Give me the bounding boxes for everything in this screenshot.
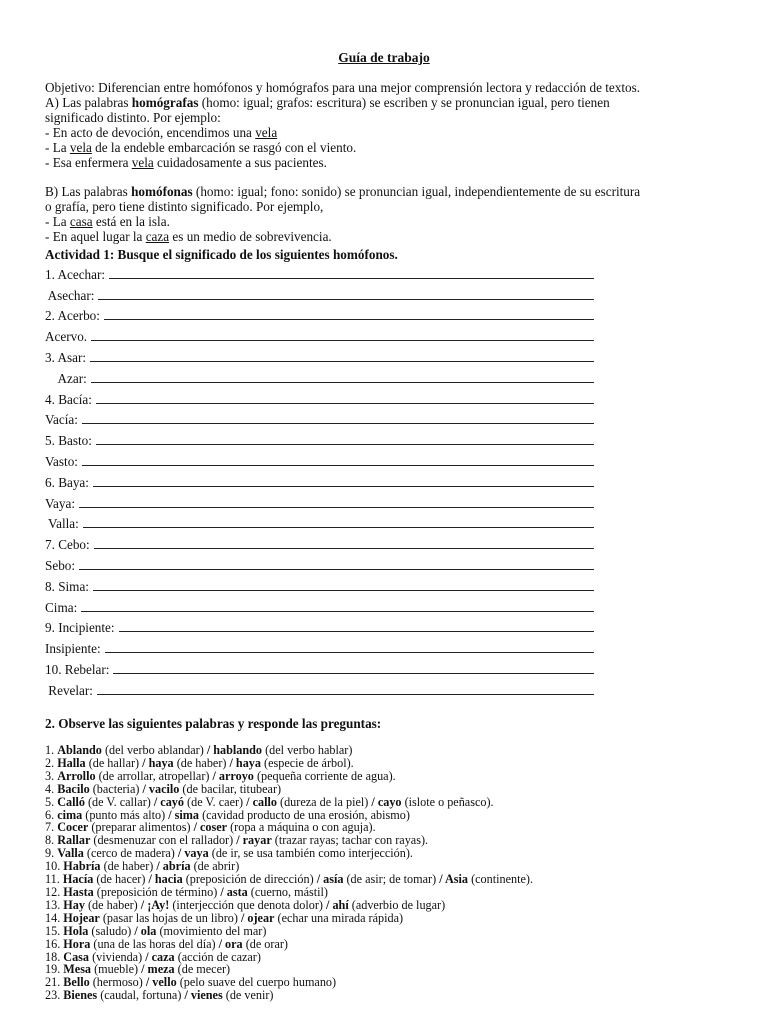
answer-blank-line[interactable]: [82, 464, 594, 466]
list-item: 3. Arrollo (de arrollar, atropellar) / arroyo (pequeña corriente de agua).: [45, 768, 396, 783]
homographs-definition-line2: significado distinto. Por ejemplo:: [45, 110, 221, 125]
answer-blank-line[interactable]: [97, 693, 594, 695]
answer-row: [45, 408, 605, 429]
list-item: 16. Hora (una de las horas del día) / ora (de orar): [45, 936, 288, 951]
example-5: - En aquel lugar la caza es un medio de sobrevivencia.: [45, 229, 332, 244]
word-pairs-list: [45, 744, 765, 1002]
answer-row: [45, 636, 605, 657]
answer-row-label: Azar:: [45, 370, 87, 386]
list-item: 9. Valla (cerco de madera) / vaya (de ir, se usa también como interjección).: [45, 846, 413, 861]
list-item: 15. Hola (saludo) / ola (movimiento del mar): [45, 923, 267, 938]
example-4: - La casa está en la isla.: [45, 214, 170, 229]
objective-text: Objetivo: Diferencian entre homófonos y homógrafos para una mejor comprensión lectora y redacción de textos.: [45, 80, 641, 95]
homophones-definition-line2: o grafía, pero tiene distinto significado. Por ejemplo,: [45, 199, 324, 214]
answer-blank-line[interactable]: [81, 610, 594, 612]
answer-row-label: 9. Incipiente:: [45, 620, 115, 636]
answer-blank-line[interactable]: [82, 422, 594, 424]
list-item: 14. Hojear (pasar las hojas de un libro) / ojear (echar una mirada rápida): [45, 910, 404, 925]
answer-blank-line[interactable]: [98, 298, 594, 300]
answer-row-label: 2. Acerbo:: [45, 308, 100, 324]
answer-row: [45, 387, 605, 408]
list-item: 8. Rallar (desmenuzar con el rallador) / rayar (trazar rayas; tachar con rayas).: [45, 833, 429, 848]
activity1-heading: Actividad 1: Busque el significado de los siguientes homófonos.: [45, 247, 398, 262]
answer-row-label: 5. Basto:: [45, 433, 92, 449]
example-3: - Esa enfermera vela cuidadosamente a sus pacientes.: [45, 155, 327, 170]
list-item: 4. Bacilo (bacteria) / vacilo (de bacilar, titubear): [45, 781, 282, 796]
answer-row-label: 3. Asar:: [45, 349, 87, 365]
answer-row-label: Vaya:: [45, 495, 76, 511]
example-1: - En acto de devoción, encendimos una vela: [45, 125, 278, 140]
answer-row-label: 8. Sima:: [45, 578, 89, 594]
answer-row: [45, 428, 605, 449]
answer-blank-line[interactable]: [113, 672, 594, 674]
answer-row: [45, 616, 605, 637]
answer-blank-line[interactable]: [105, 651, 594, 653]
list-item: 12. Hasta (preposición de término) / asta (cuerno, mástil): [45, 884, 328, 899]
answer-row-label: Insipiente:: [45, 641, 101, 657]
list-item: 13. Hay (de haber) / ¡Ay! (interjección que denota dolor) / ahí (adverbio de lugar): [45, 897, 446, 912]
answer-row: [45, 512, 605, 533]
example-2: - La vela de la endeble embarcación se rasgó con el viento.: [45, 140, 357, 155]
answer-blank-line[interactable]: [90, 360, 594, 362]
answer-row: [45, 262, 605, 283]
list-item: 23. Bienes (caudal, fortuna) / vienes (de venir): [45, 988, 274, 1003]
activity2-heading: 2. Observe las siguientes palabras y responde las preguntas:: [45, 716, 382, 731]
answer-row: [45, 324, 605, 345]
list-item: 19. Mesa (mueble) / meza (de mecer): [45, 962, 231, 977]
answer-row-label: Valla:: [45, 516, 79, 532]
answer-row-label: 10. Rebelar:: [45, 661, 110, 677]
list-item: 5. Calló (de V. callar) / cayó (de V. caer) / callo (dureza de la piel) / cayo (islote o peñasco).: [45, 794, 494, 809]
answer-blank-line[interactable]: [93, 589, 594, 591]
intro-section: [45, 80, 745, 244]
list-item: 21. Bello (hermoso) / vello (pelo suave del cuerpo humano): [45, 975, 337, 990]
answer-row-label: 6. Baya:: [45, 474, 89, 490]
answer-blank-line[interactable]: [93, 485, 594, 487]
answer-row: [45, 491, 605, 512]
list-item: 6. cima (punto más alto) / sima (cavidad producto de una erosión, abismo): [45, 807, 410, 822]
answer-blank-line[interactable]: [96, 443, 594, 445]
answer-row-label: Acervo.: [45, 329, 88, 345]
answer-blank-line[interactable]: [79, 568, 594, 570]
answer-row-label: 4. Bacía:: [45, 391, 92, 407]
answer-row: [45, 532, 605, 553]
answer-row: [45, 283, 605, 304]
answer-blank-line[interactable]: [91, 381, 594, 383]
answer-row: [45, 574, 605, 595]
answer-row: [45, 345, 605, 366]
answer-row: [45, 657, 605, 678]
answer-blank-line[interactable]: [79, 506, 594, 508]
answer-row: [45, 449, 605, 470]
activity1-answer-list: [45, 262, 605, 699]
list-item: 1. Ablando (del verbo ablandar) / hablando (del verbo hablar): [45, 743, 353, 757]
answer-row: [45, 553, 605, 574]
list-item: 18. Casa (vivienda) / caza (acción de cazar): [45, 949, 261, 964]
answer-row-label: Vasto:: [45, 453, 78, 469]
answer-row-label: 7. Cebo:: [45, 537, 90, 553]
list-item: 10. Habría (de haber) / abría (de abrir): [45, 859, 240, 874]
answer-blank-line[interactable]: [104, 318, 594, 320]
answer-row-label: Cima:: [45, 599, 78, 615]
answer-row: [45, 366, 605, 387]
answer-blank-line[interactable]: [96, 402, 594, 404]
answer-row-label: 1. Acechar:: [45, 266, 106, 282]
answer-row-label: Revelar:: [45, 682, 93, 698]
answer-blank-line[interactable]: [109, 277, 594, 279]
list-item: 11. Hacía (de hacer) / hacia (preposición de dirección) / asía (de asir; de tomar) / Asia (continente).: [45, 872, 533, 887]
homophones-definition: B) Las palabras homófonas (homo: igual; fono: sonido) se pronuncian igual, independientemente de su escritura: [45, 184, 641, 199]
document-title: Guía de trabajo: [338, 50, 430, 65]
answer-blank-line[interactable]: [119, 630, 594, 632]
homographs-definition: A) Las palabras homógrafas (homo: igual; grafos: escritura) se escriben y se pronuncian igual, pero tienen: [45, 95, 610, 110]
answer-row-label: Asechar:: [45, 287, 95, 303]
answer-row: [45, 304, 605, 325]
list-item: 2. Halla (de hallar) / haya (de haber) / haya (especie de árbol).: [45, 755, 354, 770]
list-item: 7. Cocer (preparar alimentos) / coser (ropa a máquina o con aguja).: [45, 820, 376, 835]
answer-blank-line[interactable]: [94, 547, 594, 549]
answer-row: [45, 678, 605, 699]
answer-row-label: Sebo:: [45, 557, 76, 573]
answer-blank-line[interactable]: [91, 339, 594, 341]
answer-row: [45, 470, 605, 491]
answer-blank-line[interactable]: [83, 526, 594, 528]
answer-row: [45, 595, 605, 616]
answer-row-label: Vacía:: [45, 412, 78, 428]
